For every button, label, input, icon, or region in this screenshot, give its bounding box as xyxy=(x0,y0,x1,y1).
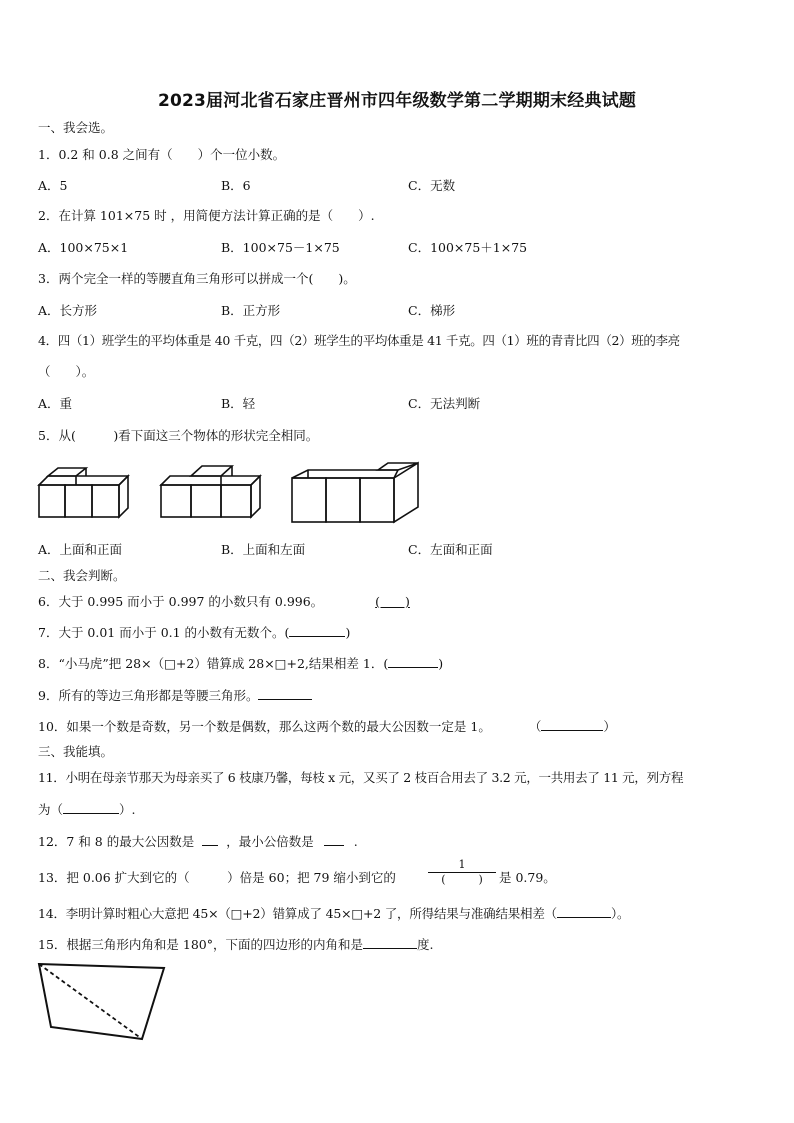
q3-stem: 3．两个完全一样的等腰直角三角形可以拼成一个( )。 xyxy=(38,271,356,286)
q8 xyxy=(38,655,443,672)
q10-text: 10．如果一个数是奇数，另一个数是偶数，那么这两个数的最大公因数一定是 1。 xyxy=(38,719,491,734)
q6-answer-paren[interactable]: ( ) xyxy=(375,594,410,609)
q8-answer-blank[interactable] xyxy=(388,655,438,668)
q12-blank-gcd[interactable] xyxy=(202,833,218,846)
q7-close: ) xyxy=(345,625,351,640)
section-choice: 一、我会选。 xyxy=(38,120,114,135)
q1-option-b: B．6 xyxy=(221,178,251,193)
q15 xyxy=(38,936,433,953)
q7-answer-blank[interactable] xyxy=(289,624,345,637)
q14-close: ）。 xyxy=(610,906,630,921)
q12-part-c: . xyxy=(353,834,358,849)
q4-stem-cont: （ ）。 xyxy=(38,364,95,379)
q2-stem: 2．在计算 101×75 时 ，用简便方法计算正确的是（ ）. xyxy=(38,208,375,223)
q13-part-a: 13．把 0.06 扩大到它的（ ）倍是 60；把 79 缩小到它的 xyxy=(38,870,396,885)
q10-close: ） xyxy=(603,719,616,734)
q3-option-a: A．长方形 xyxy=(38,303,98,318)
q5-option-c: C．左面和正面 xyxy=(408,542,493,557)
q13-denominator[interactable]: ( ) xyxy=(441,873,483,886)
section-fill: 三、我能填。 xyxy=(38,744,114,759)
cube-figure-2 xyxy=(158,462,266,522)
q4-option-c: C．无法判断 xyxy=(408,396,481,411)
q11-answer-blank[interactable] xyxy=(63,801,119,814)
q2-option-a: A．100×75×1 xyxy=(38,240,129,255)
q5-option-a: A．上面和正面 xyxy=(38,542,123,557)
q6 xyxy=(38,594,410,610)
q7-text: 7．大于 0.01 而小于 0.1 的小数有无数个。( xyxy=(38,625,290,640)
q5-option-b: B．上面和左面 xyxy=(221,542,306,557)
q11-open: 为（ xyxy=(38,802,64,817)
q3-option-c: C．梯形 xyxy=(408,303,456,318)
q15-answer-blank[interactable] xyxy=(363,936,417,949)
cube-figure-1 xyxy=(36,465,132,521)
quadrilateral-figure xyxy=(34,958,170,1042)
q7 xyxy=(38,624,350,641)
q8-text: 8．“小马虎”把 28×（□+2）错算成 28×□+2,结果相差 1．( xyxy=(38,656,389,671)
q12-blank-lcm[interactable] xyxy=(324,833,344,846)
q14-text: 14．李明计算时粗心大意把 45×（□+2）错算成了 45×□+2 了，所得结果与准确结果相差（ xyxy=(38,906,557,921)
q2-option-b: B．100×75－1×75 xyxy=(221,240,340,255)
page-title: 2023届河北省石家庄晋州市四年级数学第二学期期末经典试题 xyxy=(157,91,637,111)
q1-option-a: A．5 xyxy=(38,178,68,193)
q1-stem: 1．0.2 和 0.8 之间有（ ）个一位小数。 xyxy=(38,147,286,162)
q15-text: 15．根据三角形内角和是 180°，下面的四边形的内角和是 xyxy=(38,937,363,952)
section-judge: 二、我会判断。 xyxy=(38,568,126,583)
q11-cont xyxy=(38,801,136,818)
q9-answer-blank[interactable] xyxy=(258,687,312,700)
q1-option-c: C．无数 xyxy=(408,178,456,193)
q9-text: 9．所有的等边三角形都是等腰三角形。 xyxy=(38,688,259,703)
q13-part-b: 是 0.79。 xyxy=(499,870,556,885)
q10 xyxy=(38,718,616,735)
q4-stem: 4．四（1）班学生的平均体重是 40 千克，四（2）班学生的平均体重是 41 千克。四（1）班的青青比四（2）班的李亮 xyxy=(38,333,680,348)
q8-close: ) xyxy=(438,656,444,671)
q4-option-a: A．重 xyxy=(38,396,73,411)
q2-option-c: C．100×75＋1×75 xyxy=(408,240,528,255)
q13-numerator: 1 xyxy=(428,858,496,873)
q14-answer-blank[interactable] xyxy=(557,905,611,918)
q12 xyxy=(38,833,358,850)
q10-open: （ xyxy=(528,719,542,734)
q11-text: 11．小明在母亲节那天为母亲买了 6 枝康乃馨，每枝 x 元，又买了 2 枝百合用去了 3.2 元，一共用去了 11 元，列方程 xyxy=(38,770,684,785)
q14 xyxy=(38,905,629,922)
q5-stem: 5．从( )看下面这三个物体的形状完全相同。 xyxy=(38,428,319,443)
q12-part-a: 12．7 和 8 的最大公因数是 xyxy=(38,834,195,849)
q10-answer-blank[interactable] xyxy=(541,718,603,731)
q15-unit: 度. xyxy=(417,937,434,952)
q9 xyxy=(38,687,312,704)
q12-part-b: ，最小公倍数是 xyxy=(226,834,314,849)
q3-option-b: B．正方形 xyxy=(221,303,281,318)
q11-close: ）. xyxy=(119,802,136,817)
q6-text: 6．大于 0.995 而小于 0.997 的小数只有 0.996。 xyxy=(38,594,324,609)
cube-figure-3 xyxy=(288,458,424,526)
q4-option-b: B．轻 xyxy=(221,396,256,411)
q13-fraction xyxy=(428,858,496,887)
